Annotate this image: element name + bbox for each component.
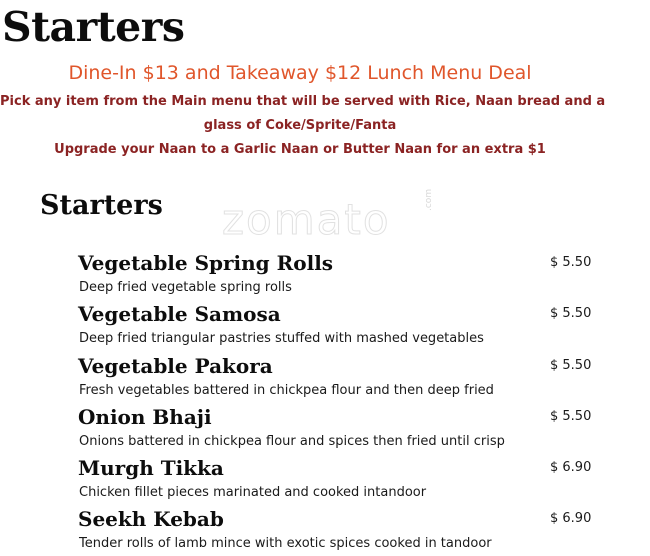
- lunch-deal-line: glass of Coke/Sprite/Fanta: [203, 118, 397, 133]
- item-price: $ 5.50: [550, 408, 592, 424]
- item-name: Vegetable Spring Rolls: [78, 251, 334, 275]
- item-name: Onion Bhaji: [78, 404, 212, 429]
- item-name: Vegetable Pakora: [78, 353, 273, 378]
- lunch-deal-headline: Dine-In $13 and Takeaway $12 Lunch Menu Deal: [68, 62, 532, 84]
- item-price: $ 5.50: [550, 357, 592, 373]
- item-description: Fresh vegetables battered in chickpea flour and then deep fried: [79, 382, 494, 398]
- menu-item: [78, 402, 598, 453]
- item-description: Deep fried vegetable spring rolls: [79, 280, 292, 295]
- section-title: Starters: [40, 190, 163, 221]
- item-description: Chicken fillet pieces marinated and cooked intandoor: [79, 485, 427, 501]
- menu-item: [78, 248, 598, 299]
- page-title: Starters: [2, 3, 185, 51]
- lunch-deal-line: Pick any item from the Main menu that will be served with Rice, Naan bread and a: [0, 94, 606, 109]
- menu-list: [78, 248, 598, 556]
- menu-item: [78, 453, 598, 504]
- item-name: Seekh Kebab: [78, 507, 224, 532]
- item-price: $ 5.50: [550, 306, 592, 322]
- item-name: Vegetable Samosa: [78, 302, 281, 327]
- watermark-logo: zomato: [222, 195, 391, 244]
- menu-item: [78, 351, 598, 402]
- watermark-suffix: .com: [424, 188, 434, 211]
- menu-item: [78, 504, 598, 555]
- item-price: $ 6.90: [550, 460, 592, 476]
- item-description: Deep fried triangular pastries stuffed with mashed vegetables: [79, 331, 484, 347]
- lunch-deal-upgrade-line: Upgrade your Naan to a Garlic Naan or Butter Naan for an extra $1: [54, 142, 546, 157]
- item-description: Onions battered in chickpea flour and spices then fried until crisp: [79, 433, 505, 449]
- item-price: $ 5.50: [550, 255, 592, 270]
- item-price: $ 6.90: [550, 511, 592, 527]
- item-name: Murgh Tikka: [78, 456, 224, 481]
- item-description: Tender rolls of lamb mince with exotic spices cooked in tandoor: [79, 536, 492, 552]
- menu-item: [78, 299, 598, 350]
